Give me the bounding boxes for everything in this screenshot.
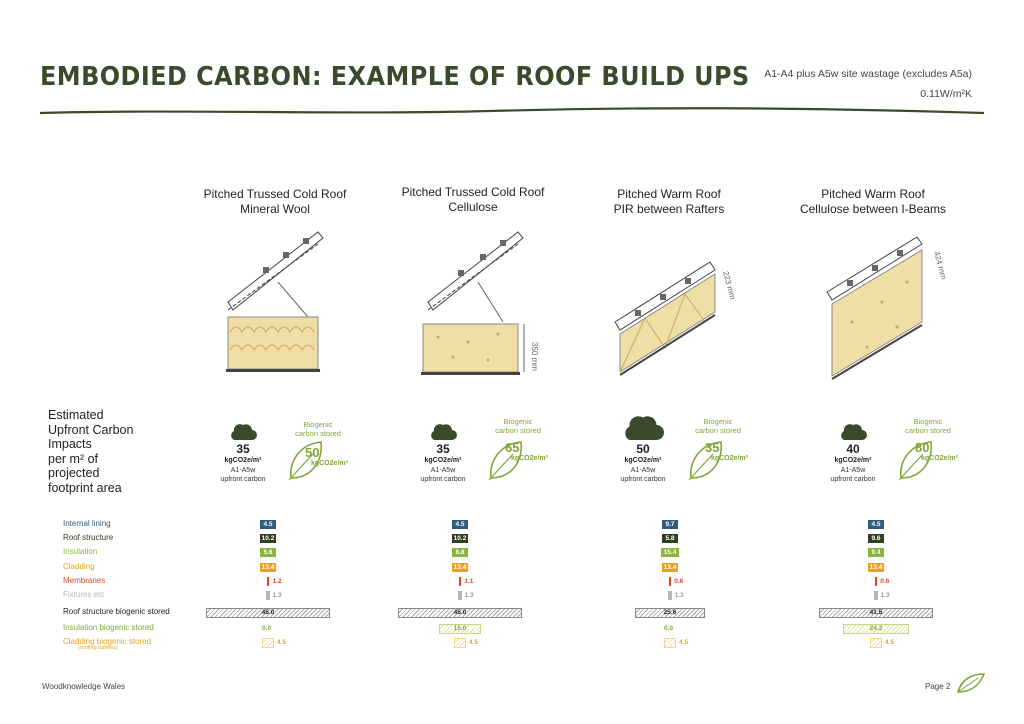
breakdown-bar: 6.8 [452, 548, 468, 557]
dimension-label: 350 mm [530, 342, 539, 371]
breakdown-value: 4.5 [679, 639, 689, 646]
breakdown-bar: 45.0 [398, 608, 522, 618]
upfront-scope: A1-A5w upfront carbon [830, 467, 876, 483]
breakdown-bar [874, 591, 877, 600]
breakdown-bar [668, 591, 671, 600]
roof-section-drawing-2 [408, 222, 578, 392]
breakdown-bar: 13.4 [869, 564, 883, 571]
biogenic-unit: kgCO2e/m² [921, 455, 958, 462]
breakdown-bar [454, 638, 466, 648]
breakdown-value: 4.5 [885, 639, 895, 646]
breakdown-value: 4.5 [469, 639, 479, 646]
breakdown-bar: 45.0 [206, 608, 330, 618]
breakdown-label: Cladding [63, 562, 95, 571]
breakdown-label: Membranes [63, 576, 106, 585]
breakdown-bar: 9.7 [662, 520, 678, 529]
roof-section-drawing-3 [605, 222, 775, 392]
biogenic-label: Biogenic carbon stored [695, 417, 741, 435]
breakdown-bar [266, 591, 269, 600]
dimension-label: 223 mm [721, 270, 738, 301]
breakdown-bar: 0.0 [262, 625, 272, 632]
breakdown-bar: 41.5 [819, 608, 933, 618]
breakdown-bar: 24.2 [843, 624, 910, 634]
breakdown-label: Fixtures etc [63, 590, 105, 599]
biogenic-label: Biogenic carbon stored [495, 417, 541, 435]
page-title: EMBODIED CARBON: EXAMPLE OF ROOF BUILD UPS [40, 62, 750, 92]
breakdown-bar [458, 591, 461, 600]
breakdown-bar: 15.0 [439, 624, 480, 634]
breakdown-value: 1.3 [464, 592, 474, 599]
biogenic-value: 35 [705, 440, 720, 455]
upfront-carbon-value: 35 [236, 442, 250, 456]
dimension-label: 424 mm [932, 250, 949, 281]
breakdown-bar: 4.5 [452, 520, 468, 529]
upfront-unit: kgCO2e/m² [224, 457, 262, 464]
breakdown-bar: 13.4 [663, 564, 677, 571]
breakdown-bar [870, 638, 882, 648]
breakdown-bar: 5.6 [260, 548, 276, 557]
upfront-carbon-value: 50 [636, 442, 650, 456]
breakdown-bar: 10.2 [261, 535, 275, 542]
cladding-note: (roofing battens) [78, 645, 119, 651]
upfront-carbon-value: 35 [436, 442, 450, 456]
row-label: Estimated Upfront Carbon Impacts per m² of projected footprint area [48, 408, 134, 495]
breakdown-bar: 4.5 [868, 520, 884, 529]
column-title-3: Pitched Warm Roof PIR between Rafters [613, 187, 725, 216]
cloud-icon [622, 413, 664, 440]
scope-note: A1-A4 plus A5w site wastage (excludes A5a) [764, 68, 972, 80]
roof-section-drawing-4 [812, 222, 982, 392]
footer-org: Woodknowledge Wales [42, 682, 126, 691]
upfront-unit: kgCO2e/m² [624, 457, 662, 464]
u-value-note: 0.11W/m²K [920, 88, 972, 100]
breakdown-label: Roof structure biogenic stored [63, 607, 170, 616]
breakdown-bar: 13.4 [261, 564, 275, 571]
breakdown-bar: 0.0 [664, 625, 674, 632]
breakdown-label: Insulation [63, 547, 98, 556]
biogenic-value: 80 [915, 440, 930, 455]
biogenic-unit: kgCO2e/m² [311, 460, 348, 467]
biogenic-unit: kgCO2e/m² [711, 455, 748, 462]
breakdown-bar: 9.6 [868, 534, 884, 543]
breakdown-value: 1.1 [464, 578, 474, 585]
breakdown-bar: 5.8 [662, 534, 678, 543]
breakdown-bar [267, 577, 270, 586]
upfront-scope: A1-A5w upfront carbon [220, 467, 266, 483]
breakdown-bar [875, 577, 878, 586]
breakdown-value: 4.5 [277, 639, 287, 646]
breakdown-bar: 10.2 [453, 535, 467, 542]
breakdown-bar: 9.4 [868, 548, 884, 557]
cloud-icon [429, 422, 457, 440]
cloud-icon [839, 422, 867, 440]
biogenic-label: Biogenic carbon stored [905, 417, 951, 435]
biogenic-value: 50 [305, 445, 320, 460]
breakdown-bar [262, 638, 274, 648]
column-title-2: Pitched Trussed Cold Roof Cellulose [401, 185, 545, 214]
column-title-4: Pitched Warm Roof Cellulose between I-Beams [799, 187, 947, 216]
upfront-unit: kgCO2e/m² [424, 457, 462, 464]
breakdown-bar [664, 638, 676, 648]
roof-section-drawing-1 [208, 222, 378, 392]
column-title-1: Pitched Trussed Cold Roof Mineral Wool [203, 187, 347, 216]
breakdown-bar: 25.6 [635, 608, 705, 618]
breakdown-label: Roof structure [63, 533, 114, 542]
breakdown-label: Insulation biogenic stored [63, 623, 154, 632]
cloud-icon [229, 422, 257, 440]
breakdown-value: 1.2 [272, 578, 282, 585]
upfront-scope: A1-A5w upfront carbon [620, 467, 666, 483]
breakdown-bar: 13.4 [453, 564, 467, 571]
breakdown-value: 1.3 [272, 592, 282, 599]
upfront-unit: kgCO2e/m² [834, 457, 872, 464]
upfront-scope: A1-A5w upfront carbon [420, 467, 466, 483]
breakdown-value: 0.6 [674, 578, 684, 585]
biogenic-value: 65 [505, 440, 520, 455]
upfront-carbon-value: 40 [846, 442, 860, 456]
breakdown-bar: 15.4 [661, 548, 679, 557]
breakdown-value: 1.3 [880, 592, 890, 599]
breakdown-value: 1.3 [674, 592, 684, 599]
breakdown-bar: 4.5 [260, 520, 276, 529]
biogenic-label: Biogenic carbon stored [295, 420, 341, 438]
breakdown-bar [459, 577, 462, 586]
header-rule [40, 105, 984, 119]
breakdown-value: 0.6 [880, 578, 890, 585]
page-number: Page 2 [925, 682, 951, 691]
breakdown-label: Cladding biogenic stored [63, 637, 152, 646]
leaf-logo-icon [956, 672, 986, 694]
breakdown-label: Internal lining [63, 519, 111, 528]
biogenic-unit: kgCO2e/m² [511, 455, 548, 462]
breakdown-bar [669, 577, 672, 586]
